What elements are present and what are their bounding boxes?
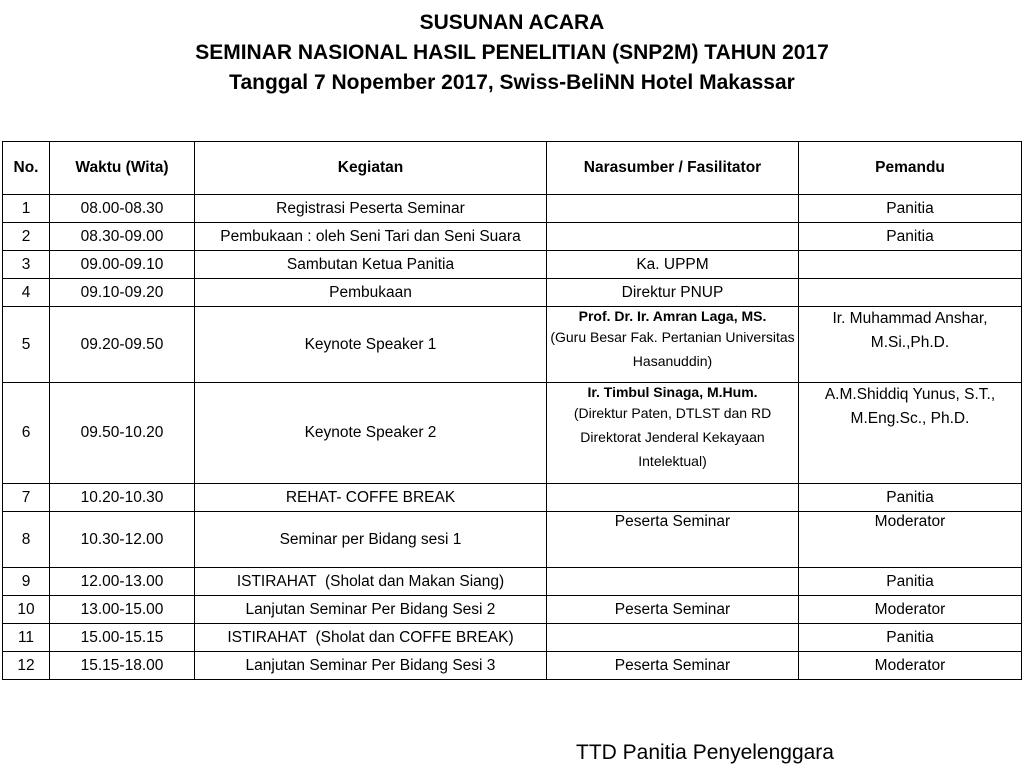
cell-kegiatan: Registrasi Peserta Seminar bbox=[195, 195, 547, 223]
cell-narasumber bbox=[547, 307, 799, 383]
table-row bbox=[3, 223, 1022, 251]
cell-narasumber bbox=[547, 624, 799, 652]
cell-pemandu: A.M.Shiddiq Yunus, S.T., M.Eng.Sc., Ph.D. bbox=[799, 383, 1022, 484]
cell-pemandu: Panitia bbox=[799, 568, 1022, 596]
cell-waktu: 09.20-09.50 bbox=[50, 307, 195, 383]
cell-kegiatan: ISTIRAHAT (Sholat dan COFFE BREAK) bbox=[195, 624, 547, 652]
cell-pemandu: Ir. Muhammad Anshar, M.Si.,Ph.D. bbox=[799, 307, 1022, 383]
cell-narasumber bbox=[547, 484, 799, 512]
speaker-name: Prof. Dr. Ir. Amran Laga, MS. bbox=[578, 308, 767, 324]
cell-waktu: 10.30-12.00 bbox=[50, 512, 195, 568]
cell-kegiatan: Keynote Speaker 2 bbox=[195, 383, 547, 484]
table-row bbox=[3, 512, 1022, 568]
table-row bbox=[3, 624, 1022, 652]
cell-kegiatan: Pembukaan : oleh Seni Tari dan Seni Suara bbox=[195, 223, 547, 251]
cell-narasumber bbox=[547, 195, 799, 223]
cell-pemandu: Panitia bbox=[799, 223, 1022, 251]
column-header-narasumber: Narasumber / Fasilitator bbox=[547, 142, 799, 195]
cell-narasumber: Peserta Seminar bbox=[547, 652, 799, 680]
column-header-no: No. bbox=[3, 142, 50, 195]
table-row bbox=[3, 596, 1022, 624]
cell-no: 12 bbox=[3, 652, 50, 680]
cell-waktu: 09.10-09.20 bbox=[50, 279, 195, 307]
cell-waktu: 15.00-15.15 bbox=[50, 624, 195, 652]
table-row bbox=[3, 195, 1022, 223]
cell-pemandu bbox=[799, 279, 1022, 307]
column-header-pemandu: Pemandu bbox=[799, 142, 1022, 195]
table-row bbox=[3, 652, 1022, 680]
cell-narasumber: Ka. UPPM bbox=[547, 251, 799, 279]
signature-line: TTD Panitia Penyelenggara bbox=[576, 741, 834, 764]
cell-no: 11 bbox=[3, 624, 50, 652]
cell-kegiatan: Sambutan Ketua Panitia bbox=[195, 251, 547, 279]
cell-kegiatan: Keynote Speaker 1 bbox=[195, 307, 547, 383]
speaker-affiliation: (Guru Besar Fak. Pertanian Universitas Hasanuddin) bbox=[550, 329, 795, 369]
speaker-name: Ir. Timbul Sinaga, M.Hum. bbox=[587, 384, 758, 400]
cell-narasumber: Direktur PNUP bbox=[547, 279, 799, 307]
cell-waktu: 12.00-13.00 bbox=[50, 568, 195, 596]
cell-pemandu bbox=[799, 251, 1022, 279]
cell-narasumber: Peserta Seminar bbox=[547, 596, 799, 624]
cell-no: 6 bbox=[3, 383, 50, 484]
document-date-venue: Tanggal 7 Nopember 2017, Swiss-BeliNN Hotel Makassar bbox=[229, 71, 795, 94]
cell-kegiatan: Pembukaan bbox=[195, 279, 547, 307]
document-header bbox=[0, 8, 1024, 98]
cell-narasumber bbox=[547, 223, 799, 251]
cell-waktu: 10.20-10.30 bbox=[50, 484, 195, 512]
cell-no: 1 bbox=[3, 195, 50, 223]
cell-waktu: 09.50-10.20 bbox=[50, 383, 195, 484]
cell-kegiatan: REHAT- COFFE BREAK bbox=[195, 484, 547, 512]
cell-waktu: 09.00-09.10 bbox=[50, 251, 195, 279]
cell-no: 7 bbox=[3, 484, 50, 512]
cell-pemandu: Panitia bbox=[799, 195, 1022, 223]
table-row bbox=[3, 568, 1022, 596]
table-row bbox=[3, 484, 1022, 512]
cell-no: 4 bbox=[3, 279, 50, 307]
cell-kegiatan: Lanjutan Seminar Per Bidang Sesi 2 bbox=[195, 596, 547, 624]
cell-no: 3 bbox=[3, 251, 50, 279]
cell-waktu: 15.15-18.00 bbox=[50, 652, 195, 680]
cell-no: 8 bbox=[3, 512, 50, 568]
schedule-table bbox=[2, 141, 1022, 680]
table-row bbox=[3, 279, 1022, 307]
document-subtitle: SEMINAR NASIONAL HASIL PENELITIAN (SNP2M) TAHUN 2017 bbox=[195, 41, 829, 64]
table-row bbox=[3, 251, 1022, 279]
cell-pemandu: Moderator bbox=[799, 596, 1022, 624]
cell-pemandu: Moderator bbox=[799, 652, 1022, 680]
table-header-row bbox=[3, 142, 1022, 195]
cell-kegiatan: ISTIRAHAT (Sholat dan Makan Siang) bbox=[195, 568, 547, 596]
speaker-affiliation: (Direktur Paten, DTLST dan RD Direktorat Jenderal Kekayaan Intelektual) bbox=[573, 405, 772, 469]
cell-waktu: 13.00-15.00 bbox=[50, 596, 195, 624]
cell-waktu: 08.30-09.00 bbox=[50, 223, 195, 251]
cell-no: 9 bbox=[3, 568, 50, 596]
document-title: SUSUNAN ACARA bbox=[419, 11, 605, 34]
cell-narasumber bbox=[547, 568, 799, 596]
cell-kegiatan: Lanjutan Seminar Per Bidang Sesi 3 bbox=[195, 652, 547, 680]
cell-narasumber: Peserta Seminar bbox=[547, 512, 799, 568]
cell-kegiatan: Seminar per Bidang sesi 1 bbox=[195, 512, 547, 568]
cell-no: 2 bbox=[3, 223, 50, 251]
cell-pemandu: Moderator bbox=[799, 512, 1022, 568]
cell-pemandu: Panitia bbox=[799, 484, 1022, 512]
table-row bbox=[3, 307, 1022, 383]
cell-no: 5 bbox=[3, 307, 50, 383]
cell-no: 10 bbox=[3, 596, 50, 624]
column-header-waktu: Waktu (Wita) bbox=[50, 142, 195, 195]
table-row bbox=[3, 383, 1022, 484]
cell-waktu: 08.00-08.30 bbox=[50, 195, 195, 223]
cell-pemandu: Panitia bbox=[799, 624, 1022, 652]
column-header-kegiatan: Kegiatan bbox=[195, 142, 547, 195]
cell-narasumber bbox=[547, 383, 799, 484]
